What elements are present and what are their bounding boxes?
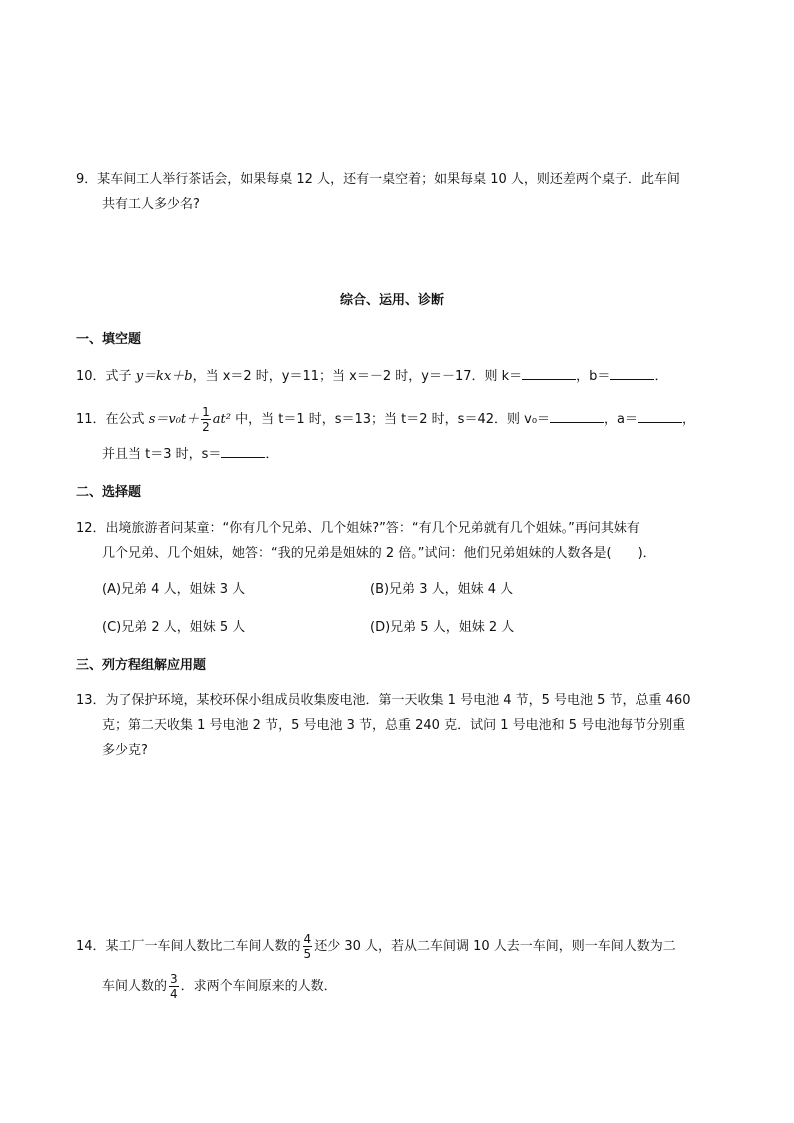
q10-sep: ，b＝ — [576, 369, 611, 384]
part-3-heading: 三、列方程组解应用题 — [76, 658, 207, 673]
q11-line2-text: 并且当 t＝3 时，s＝ — [102, 447, 222, 462]
q14-mid: 还少 30 人，若从二车间调 10 人去一车间，则一车间人数为二 — [314, 939, 676, 954]
q11-a-blank[interactable] — [638, 410, 682, 423]
section-title: 综合、运用、诊断 — [340, 293, 445, 308]
q10-formula: y＝kx＋b — [135, 369, 193, 384]
q11-formula-a: s＝v₀t＋ — [148, 412, 200, 427]
question-9-line-2: 共有工人多少名? — [102, 197, 200, 212]
option-c: (C)兄弟 2 人，姐妹 5 人 — [102, 620, 246, 635]
q11-v0-blank[interactable] — [550, 410, 604, 423]
q14-line2-b: ．求两个车间原来的人数． — [180, 979, 337, 994]
q14-frac2-numerator: 3 — [170, 972, 178, 986]
q11-frac-numerator: 1 — [202, 405, 210, 419]
q11-frac-denominator: 2 — [202, 420, 210, 434]
q10-b-blank[interactable] — [610, 367, 654, 380]
question-14-line-1 — [76, 929, 676, 965]
q11-prefix: 11．在公式 — [76, 412, 149, 427]
q11-s-blank[interactable] — [221, 445, 265, 458]
q11-sep: ，a＝ — [604, 412, 639, 427]
option-d: (D)兄弟 5 人，姐妹 2 人 — [370, 620, 515, 635]
question-10 — [76, 367, 667, 386]
question-13-line-1: 13．为了保护环境，某校环保小组成员收集废电池．第一天收集 1 号电池 4 节，5 号电池 5 节，总重 460 — [76, 693, 691, 708]
question-13-line-2: 克；第二天收集 1 号电池 2 节，5 号电池 3 节，总重 240 克．试问 1 号电池和 5 号电池每节分别重 — [102, 718, 686, 733]
question-13-line-3: 多少克? — [102, 743, 148, 758]
q11-formula-b: at² — [212, 412, 231, 427]
q10-end: ． — [654, 369, 668, 384]
q14-frac1-denominator: 5 — [303, 947, 312, 961]
q14-prefix: 14．某工厂一车间人数比二车间人数的 — [76, 939, 301, 954]
question-12-line-1: 12．出境旅游者问某童：“你有几个兄弟、几个姐妹?”答：“有几个兄弟就有几个姐妹。”再问其妹有 — [76, 521, 640, 536]
q11-line2-end: ． — [265, 447, 279, 462]
q10-mid: ，当 x＝2 时，y＝11；当 x＝－2 时，y＝－17．则 k＝ — [192, 369, 523, 384]
question-11-line-2 — [102, 445, 278, 464]
q14-frac2-denominator: 4 — [170, 987, 178, 1001]
q14-fraction-four-fifths — [303, 932, 313, 961]
question-11-line-1 — [76, 402, 695, 438]
q11-mid: 中，当 t＝1 时，s＝13；当 t＝2 时，s＝42．则 v₀＝ — [230, 412, 551, 427]
q14-line2-a: 车间人数的 — [102, 979, 168, 994]
option-b: (B)兄弟 3 人，姐妹 4 人 — [370, 582, 514, 597]
question-14-line-2 — [102, 969, 337, 1005]
q14-fraction-three-quarters — [169, 972, 179, 1001]
q11-fraction-half — [201, 405, 211, 434]
q10-k-blank[interactable] — [522, 367, 576, 380]
q10-prefix: 10．式子 — [76, 369, 136, 384]
q11-end: ， — [682, 412, 696, 427]
part-1-heading: 一、填空题 — [76, 332, 142, 347]
question-12-line-2: 几个兄弟、几个姐妹，她答：“我的兄弟是姐妹的 2 倍。”试问：他们兄弟姐妹的人数各是( )． — [102, 546, 656, 561]
q14-frac1-numerator: 4 — [303, 932, 312, 946]
part-2-heading: 二、选择题 — [76, 485, 142, 500]
question-9-line-1: 9．某车间工人举行茶话会，如果每桌 12 人，还有一桌空着；如果每桌 10 人，则还差两个桌子．此车间 — [76, 172, 680, 187]
option-a: (A)兄弟 4 人，姐妹 3 人 — [102, 582, 246, 597]
